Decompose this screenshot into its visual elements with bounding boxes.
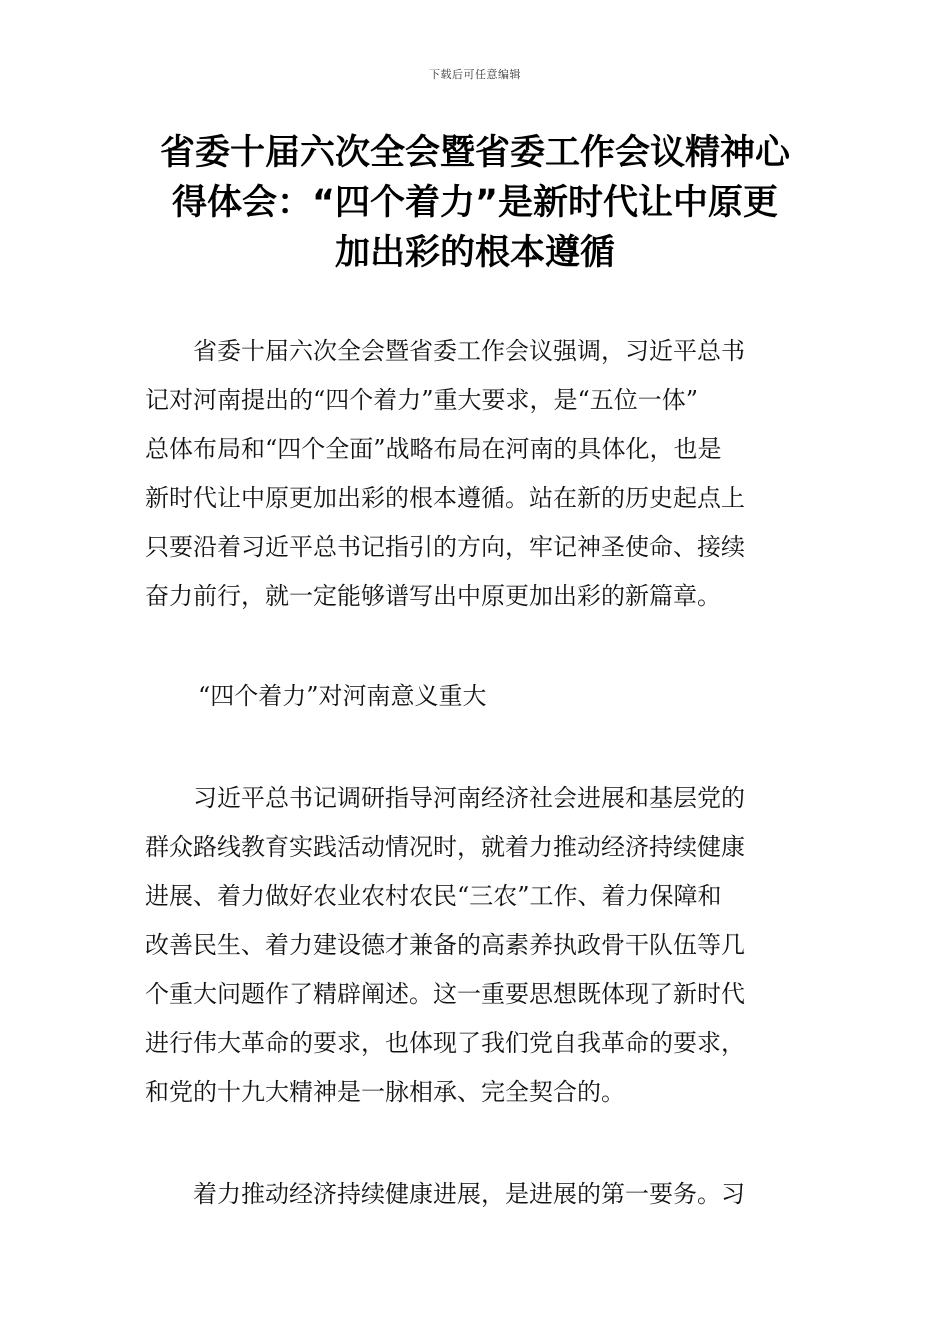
title-line: 加出彩的根本遵循 [334,233,615,273]
paragraph-line: 着力推动经济持续健康进展，是进展的第一要务。习 [145,1180,745,1208]
paragraph-3 [145,1170,807,1219]
document-title [145,128,805,278]
title-line: 得体会：“四个着力”是新时代让中原更 [171,183,778,223]
paragraph-line: 个重大问题作了精辟阐述。这一重要思想既体现了新时代 [145,980,745,1008]
paragraph-2 [145,774,807,1117]
paragraph-1 [145,327,807,621]
paragraph-line: 奋力前行，就一定能够谱写出中原更加出彩的新篇章。 [145,582,721,610]
paragraph-line: 记对河南提出的“四个着力”重大要求，是“五位一体” [145,386,699,414]
paragraph-line: 和党的十九大精神是一脉相承、完全契合的。 [145,1078,625,1106]
paragraph-line: 新时代让中原更加出彩的根本遵循。站在新的历史起点上 [145,484,745,512]
header-note: 下载后可任意编辑 [429,68,521,81]
paragraph-line: 群众路线教育实践活动情况时，就着力推动经济持续健康 [145,833,745,861]
paragraph-line: 改善民生、着力建设德才兼备的高素养执政骨干队伍等几 [145,931,745,959]
section-subheading: “四个着力”对河南意义重大 [198,682,487,710]
title-line: 省委十届六次全会暨省委工作会议精神心 [159,133,790,173]
paragraph-line: 进展、着力做好农业农村农民“三农”工作、着力保障和 [145,882,722,910]
paragraph-line: 只要沿着习近平总书记指引的方向，牢记神圣使命、接续 [145,533,745,561]
paragraph-line: 习近平总书记调研指导河南经济社会进展和基层党的 [145,784,745,812]
paragraph-line: 省委十届六次全会暨省委工作会议强调，习近平总书 [145,337,745,365]
paragraph-line: 进行伟大革命的要求，也体现了我们党自我革命的要求， [145,1029,745,1057]
paragraph-line: 总体布局和“四个全面”战略布局在河南的具体化，也是 [145,435,722,463]
